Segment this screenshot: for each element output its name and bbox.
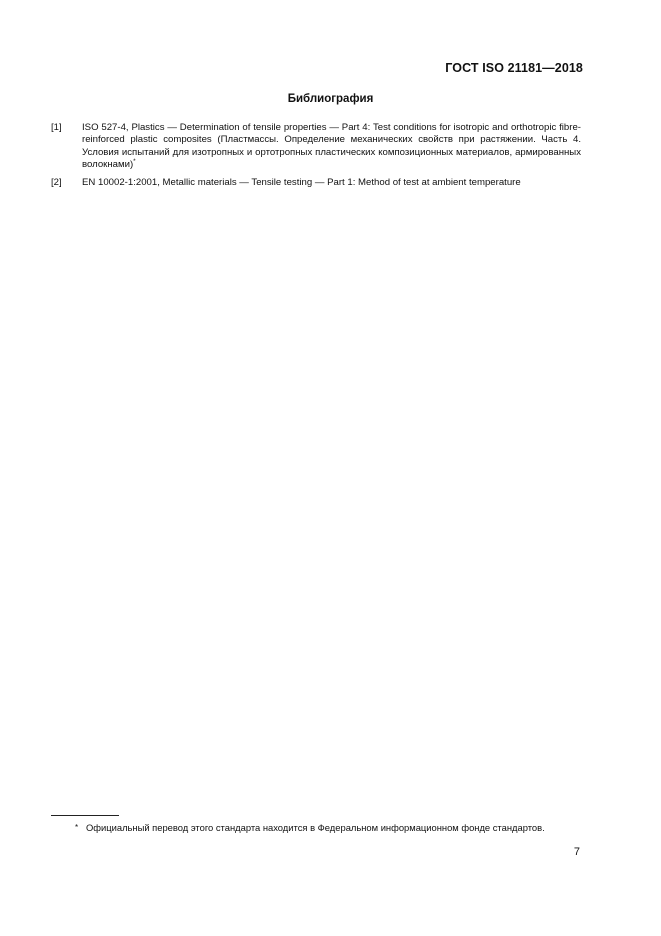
entry-text bbox=[82, 122, 581, 172]
entry-body: ISO 527-4, Plastics — Determination of tensile properties — Part 4: Test conditions for isotropic and orthotropic fibre-reinforced plastic composites (Пластмассы. Определение механических свойств при растяжении. Часть 4. Условия испытаний для изотропных и ортотропных пластических композиционных материалов, армированных волокнами) bbox=[82, 122, 581, 171]
entry-body: EN 10002-1:2001, Metallic materials — Tensile testing — Part 1: Method of test at ambient temperature bbox=[82, 176, 521, 188]
entry-number: [1] bbox=[51, 122, 62, 133]
entry-text bbox=[82, 177, 581, 189]
page-number: 7 bbox=[573, 846, 580, 858]
bibliography-entry bbox=[51, 177, 581, 189]
document-code-header: ГОСТ ISO 21181—2018 bbox=[445, 61, 583, 75]
footnote-text: Официальный перевод этого стандарта находится в Федеральном информационном фонде стандартов. bbox=[86, 822, 545, 833]
footnote-divider bbox=[51, 815, 119, 816]
footnote bbox=[75, 822, 595, 834]
section-title: Библиография bbox=[287, 93, 374, 105]
footnote-mark: * bbox=[75, 823, 79, 832]
footnote-reference-mark: * bbox=[133, 158, 136, 166]
bibliography-list bbox=[51, 122, 581, 194]
bibliography-entry bbox=[51, 122, 581, 172]
entry-number: [2] bbox=[51, 176, 62, 188]
